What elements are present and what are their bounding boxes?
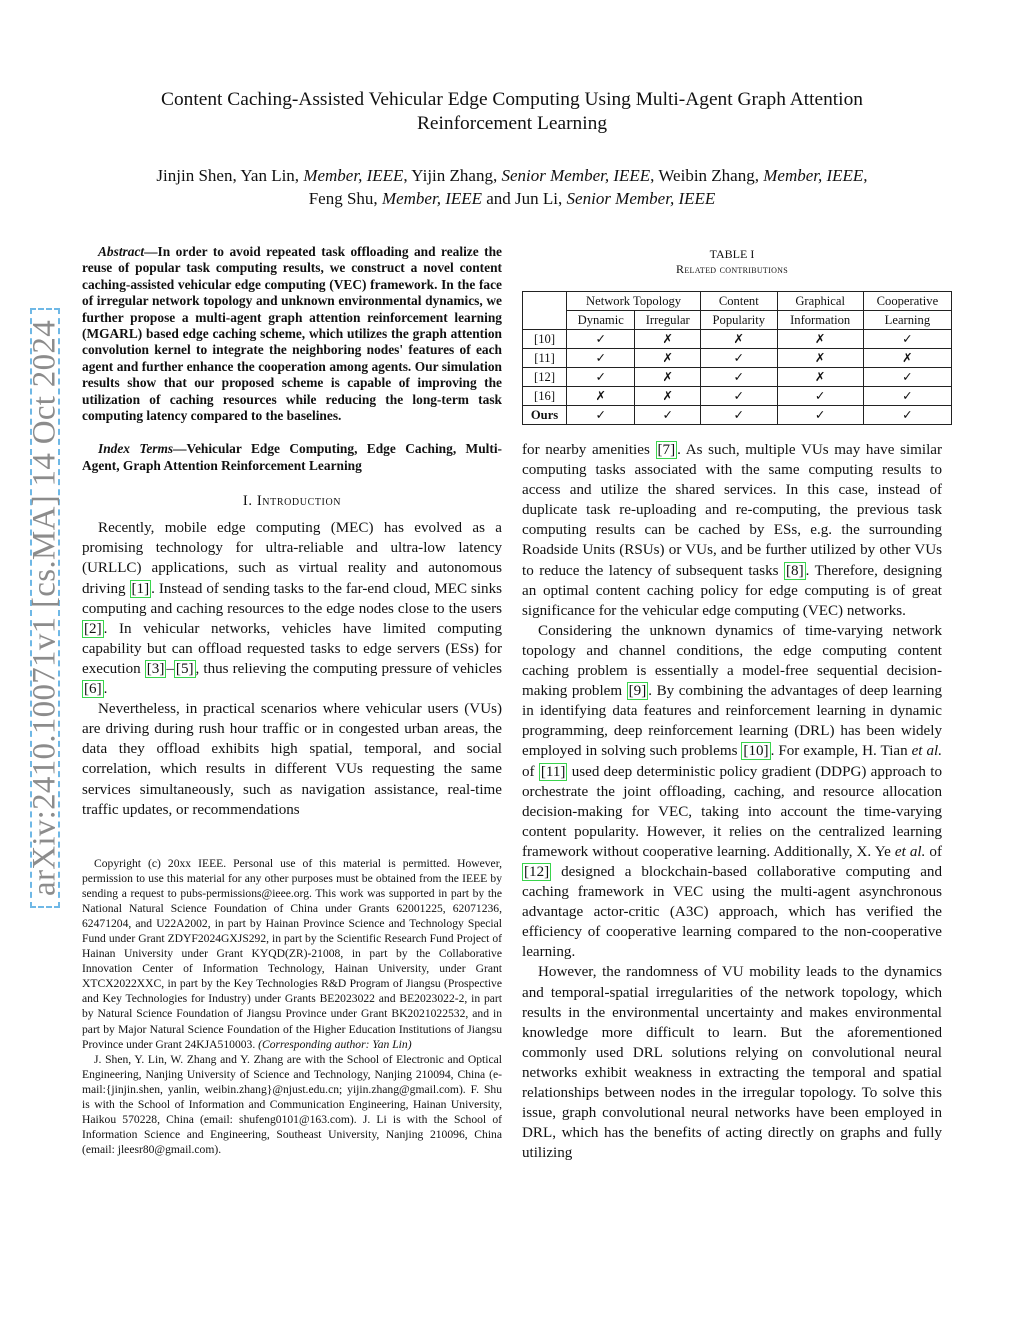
- table-row: [523, 368, 952, 387]
- paragraph-text: .: [103, 681, 108, 698]
- check-mark-icon: ✓: [701, 368, 777, 387]
- citation-link[interactable]: [9]: [628, 683, 647, 700]
- check-mark-icon: ✓: [567, 406, 635, 425]
- check-mark-icon: ✓: [567, 330, 635, 349]
- author-names: Feng Shu,: [308, 188, 382, 208]
- author-names: and Jun Li,: [482, 188, 567, 208]
- header-popularity: Popularity: [701, 311, 777, 330]
- table-label: TABLE I: [709, 247, 755, 261]
- italic-text: et al.: [894, 843, 926, 860]
- citation-link[interactable]: [1]: [131, 580, 150, 597]
- header-network-topology: Network Topology: [567, 292, 701, 311]
- check-mark-icon: ✓: [635, 406, 701, 425]
- citation-link[interactable]: [8]: [786, 562, 804, 579]
- author-affiliation-title: Member, IEEE: [303, 166, 404, 185]
- check-mark-icon: ✓: [701, 387, 777, 406]
- paragraph-text: Considering the unknown dynamics of time-varying network topology and channel conditions, the edge computing content caching problem is essentially a model-free sequential decision-making problem: [522, 622, 942, 700]
- header-learning: Learning: [863, 311, 951, 330]
- paragraph-text: . As such, multiple VUs may have similar computing tasks associated with the same computing results to access and utilize the shared services. In this case, instead of duplicate task re-uploading and re-computing, the previous task computing results can be cached by ESs, e.g. the surrounding Roadside Units (RSUs) or VUs, and be further utilized by other VUs to reduce the latency of subsequent tasks: [522, 442, 942, 579]
- cross-mark-icon: ✗: [701, 330, 777, 349]
- index-terms-label: Index Terms: [98, 441, 174, 457]
- footnote: [82, 856, 502, 1157]
- table-caption: [522, 247, 942, 277]
- author-list: [90, 165, 934, 210]
- citation-link[interactable]: [2]: [84, 620, 102, 637]
- check-mark-icon: ✓: [863, 406, 951, 425]
- paragraph-text: of: [925, 843, 942, 860]
- author-affiliation-title: Member, IEEE: [381, 188, 483, 208]
- row-reference[interactable]: [10]: [523, 330, 567, 349]
- paragraph-text: –: [166, 660, 174, 677]
- abstract-label: Abstract: [98, 244, 145, 259]
- arxiv-identifier-text: arXiv:2410.10071v1 [cs.MA] 14 Oct 2024: [26, 320, 63, 896]
- table-row: [523, 330, 952, 349]
- check-mark-icon: ✓: [863, 387, 951, 406]
- author-line-1: [90, 165, 934, 188]
- introduction-body: [82, 518, 502, 819]
- row-reference[interactable]: [11]: [523, 349, 567, 368]
- header-text: Cooperative: [876, 293, 939, 308]
- author-names: , Weibin Zhang,: [650, 166, 764, 185]
- body-paragraph: [82, 699, 502, 820]
- cross-mark-icon: ✗: [777, 349, 863, 368]
- cross-mark-icon: ✗: [777, 330, 863, 349]
- paragraph-text: of: [522, 763, 539, 780]
- citation-link[interactable]: [6]: [84, 681, 102, 698]
- check-mark-icon: ✓: [567, 368, 635, 387]
- arxiv-identifier-stamp[interactable]: [26, 308, 63, 908]
- abstract: [82, 244, 502, 424]
- table-row: [523, 387, 952, 406]
- check-mark-icon: ✓: [701, 349, 777, 368]
- footnote-funding: [82, 856, 502, 1052]
- table-corner-cell: [523, 292, 567, 330]
- header-text: Graphical: [795, 293, 845, 308]
- header-information: Information: [777, 311, 863, 330]
- right-column-body: [522, 440, 942, 1163]
- header-cooperative-learning: [863, 292, 951, 311]
- abstract-text: —In order to avoid repeated task offloading and realize the reuse of popular task computing results, we construct a novel content caching-assisted vehicular edge computing (VEC) framework. In the face of irregular network topology and unknown environmental dynamics, we further propose a multi-agent graph attention reinforcement learning (MGARL) based edge caching scheme, which utilizes the graph attention convolution kernel to integrate the neighboring nodes' features of each agent and further enhance the cooperation among agents. Our simulation results show that our proposed scheme is capable of improving the utilization of caching resources while reducing the long-term task computing latency compared to the baselines.: [82, 244, 502, 424]
- related-contributions-table: [522, 291, 952, 425]
- corresponding-author: (Corresponding author: Yan Lin): [258, 1037, 412, 1051]
- footnote-funding-text: Copyright (c) 20xx IEEE. Personal use of this material is permitted. However, permission to use this material for any other purposes must be obtained from the IEEE by sending a request to pubs-permissions@ieee.org. This work was supported in part by the National Natural Science Foundation of China under Grants 62001225, 62071236, 62471204, and U22A2002, in part by Hainan Province Science and Technology Special Fund under Grant ZDYF2024GXJS292, in part by the Scientific Research Fund Project of Hainan University under Grant KYQD(ZR)-21008, in part by the Collaborative Innovation Center of Information Technology, Hainan University, under Grant XTCX2022XXC, in part by the Key Technologies R&D Program of Jiangsu (Prospective and Key Technologies for Industry) under Grants BE2023022 and BE2023022-2, in part by Natural Science Foundation of Jiangsu Province under Grant BK2021022532, and in part by Major Natural Science Foundation of the Higher Education Institutions of Jiangsu Province under Grant 24KJA510003.: [82, 857, 502, 1051]
- header-dynamic: Dynamic: [567, 311, 635, 330]
- paragraph-text: for nearby amenities: [522, 442, 656, 458]
- paragraph-text: . By combining the advantages of deep learning in identifying data features and reinforcement learning in dynamic programming, deep reinforcement learning (DRL) has been widely employed in solving such problems: [522, 683, 942, 760]
- cross-mark-icon: ✗: [567, 387, 635, 406]
- check-mark-icon: ✓: [777, 406, 863, 425]
- body-paragraph: [522, 962, 942, 1163]
- cross-mark-icon: ✗: [635, 330, 701, 349]
- paragraph-text: designed a blockchain-based collaborative computing and caching framework in VEC using the multi-agent asynchronous advantage actor-critic (A3C) approach, which has verified the efficiency of cooperative learning compared to the non-cooperative learning.: [522, 863, 942, 961]
- table-header: [523, 292, 952, 330]
- left-column: [82, 244, 502, 820]
- author-line-2: [90, 188, 934, 211]
- paragraph-text: Nevertheless, in practical scenarios where vehicular users (VUs) are driving during rush hour traffic or in congested urban areas, the data they offload exhibits high spatial, temporal, and social correlation, which results in different VUs requesting the same services simultaneously, such as navigation assistance, real-time traffic updates, or recommendations: [82, 701, 502, 818]
- author-affiliation-title: Senior Member, IEEE: [501, 166, 651, 185]
- citation-link[interactable]: [3]: [146, 660, 165, 677]
- author-names: Jinjin Shen, Yan Lin,: [156, 166, 304, 185]
- section-numeral: I.: [242, 493, 257, 510]
- check-mark-icon: ✓: [567, 349, 635, 368]
- paragraph-text: However, the randomness of VU mobility leads to the dynamics and temporal-spatial irregularities of the network topology, which results in the environmental uncertainty and makes environmental knowledge more difficult to learn. But the aforementioned commonly used DRL solutions relying on convolutional neural networks exhibit weakness in extracting the temporal and spatial relationships between nodes in the irregular topology. To solve this issue, graph convolutional neural networks have been employed in DRL, which has the benefits of acting directly on graphs and fully utilizing: [522, 964, 942, 1162]
- row-reference[interactable]: [16]: [523, 387, 567, 406]
- footnote-affiliations: J. Shen, Y. Lin, W. Zhang and Y. Zhang are with the School of Electronic and Optical Engineering, Nanjing University of Science and Technology, Nanjing 210094, China (e-mail:{jinjin.shen, yanlin, weibin.zhang}@njust.edu.cn; yijin.zhang@gmail.com). F. Shu is with the School of Information and Communication Engineering, Hainan University, Haikou 570228, China (email: shufeng0101@163.com). J. Li is with the School of Information Science and Engineering, Southeast University, Nanjing 210096, China (email: jleesr80@gmail.com).: [82, 1052, 502, 1156]
- row-reference[interactable]: [12]: [523, 368, 567, 387]
- paragraph-text: . Therefore, designing an optimal content caching policy for edge computing is of great significance for the vehicular edge computing (VEC) networks.: [522, 562, 942, 619]
- header-irregular: Irregular: [635, 311, 701, 330]
- table-row: [523, 349, 952, 368]
- paragraph-text: . In vehicular networks, vehicles have limited computing capability but can offload requested tasks to edge servers (ESs) for execution: [82, 620, 502, 677]
- citation-link[interactable]: [11]: [540, 763, 566, 780]
- cross-mark-icon: ✗: [635, 349, 701, 368]
- check-mark-icon: ✓: [777, 387, 863, 406]
- citation-link[interactable]: [7]: [657, 442, 676, 458]
- check-mark-icon: ✓: [701, 406, 777, 425]
- paper-title: Content Caching-Assisted Vehicular Edge Computing Using Multi-Agent Graph Attention Reinforcement Learning: [161, 89, 863, 134]
- index-terms: [82, 441, 502, 474]
- paragraph-text: used deep deterministic policy gradient (DDPG) approach to orchestrate the joint offloading, caching, and resource allocation decision-making for VEC, taking into account the time-varying content popularity. However, it relies on the centralized learning framework without cooperative learning. Additionally, X. Ye: [522, 763, 942, 860]
- check-mark-icon: ✓: [863, 330, 951, 349]
- table-title: Related contributions: [676, 262, 788, 276]
- table-header-row-1: [523, 292, 952, 311]
- cross-mark-icon: ✗: [863, 349, 951, 368]
- citation-link[interactable]: [10]: [743, 743, 769, 760]
- table-header-row-2: [523, 311, 952, 330]
- body-paragraph: [522, 440, 942, 621]
- header-content-popularity: [701, 292, 777, 311]
- author-affiliation-title: Senior Member, IEEE: [566, 188, 716, 208]
- cross-mark-icon: ✗: [635, 368, 701, 387]
- citation-link[interactable]: [12]: [524, 863, 550, 880]
- header-graphical-information: [777, 292, 863, 311]
- paragraph-text: . For example, H. Tian: [770, 743, 912, 760]
- section-heading-introduction: [82, 493, 502, 510]
- body-paragraph: [522, 621, 942, 963]
- index-terms-text: —Vehicular Edge Computing, Edge Caching, Multi-Agent, Graph Attention Reinforcement Learning: [82, 441, 502, 473]
- author-affiliation-title: Member, IEEE,: [763, 166, 868, 185]
- table-row: [523, 406, 952, 425]
- table-body: [523, 330, 952, 425]
- section-title: Introduction: [256, 493, 342, 510]
- author-names: , Yijin Zhang,: [403, 166, 502, 185]
- body-paragraph: [82, 518, 502, 699]
- row-reference: Ours: [523, 406, 567, 425]
- citation-link[interactable]: [5]: [175, 660, 194, 677]
- paragraph-text: Recently, mobile edge computing (MEC) has evolved as a promising technology for ultra-reliable and ultra-low latency (URLLC) applications, such as virtual reality and autonomous driving: [82, 520, 502, 597]
- check-mark-icon: ✓: [863, 368, 951, 387]
- cross-mark-icon: ✗: [777, 368, 863, 387]
- right-column: [522, 440, 942, 1163]
- paragraph-text: . Instead of sending tasks to the far-end cloud, MEC sinks computing and caching resources to the edge nodes close to the users: [82, 580, 502, 617]
- header-text: Content: [718, 293, 759, 308]
- cross-mark-icon: ✗: [635, 387, 701, 406]
- italic-text: et al.: [911, 743, 942, 760]
- paragraph-text: , thus relieving the computing pressure of vehicles: [195, 660, 502, 677]
